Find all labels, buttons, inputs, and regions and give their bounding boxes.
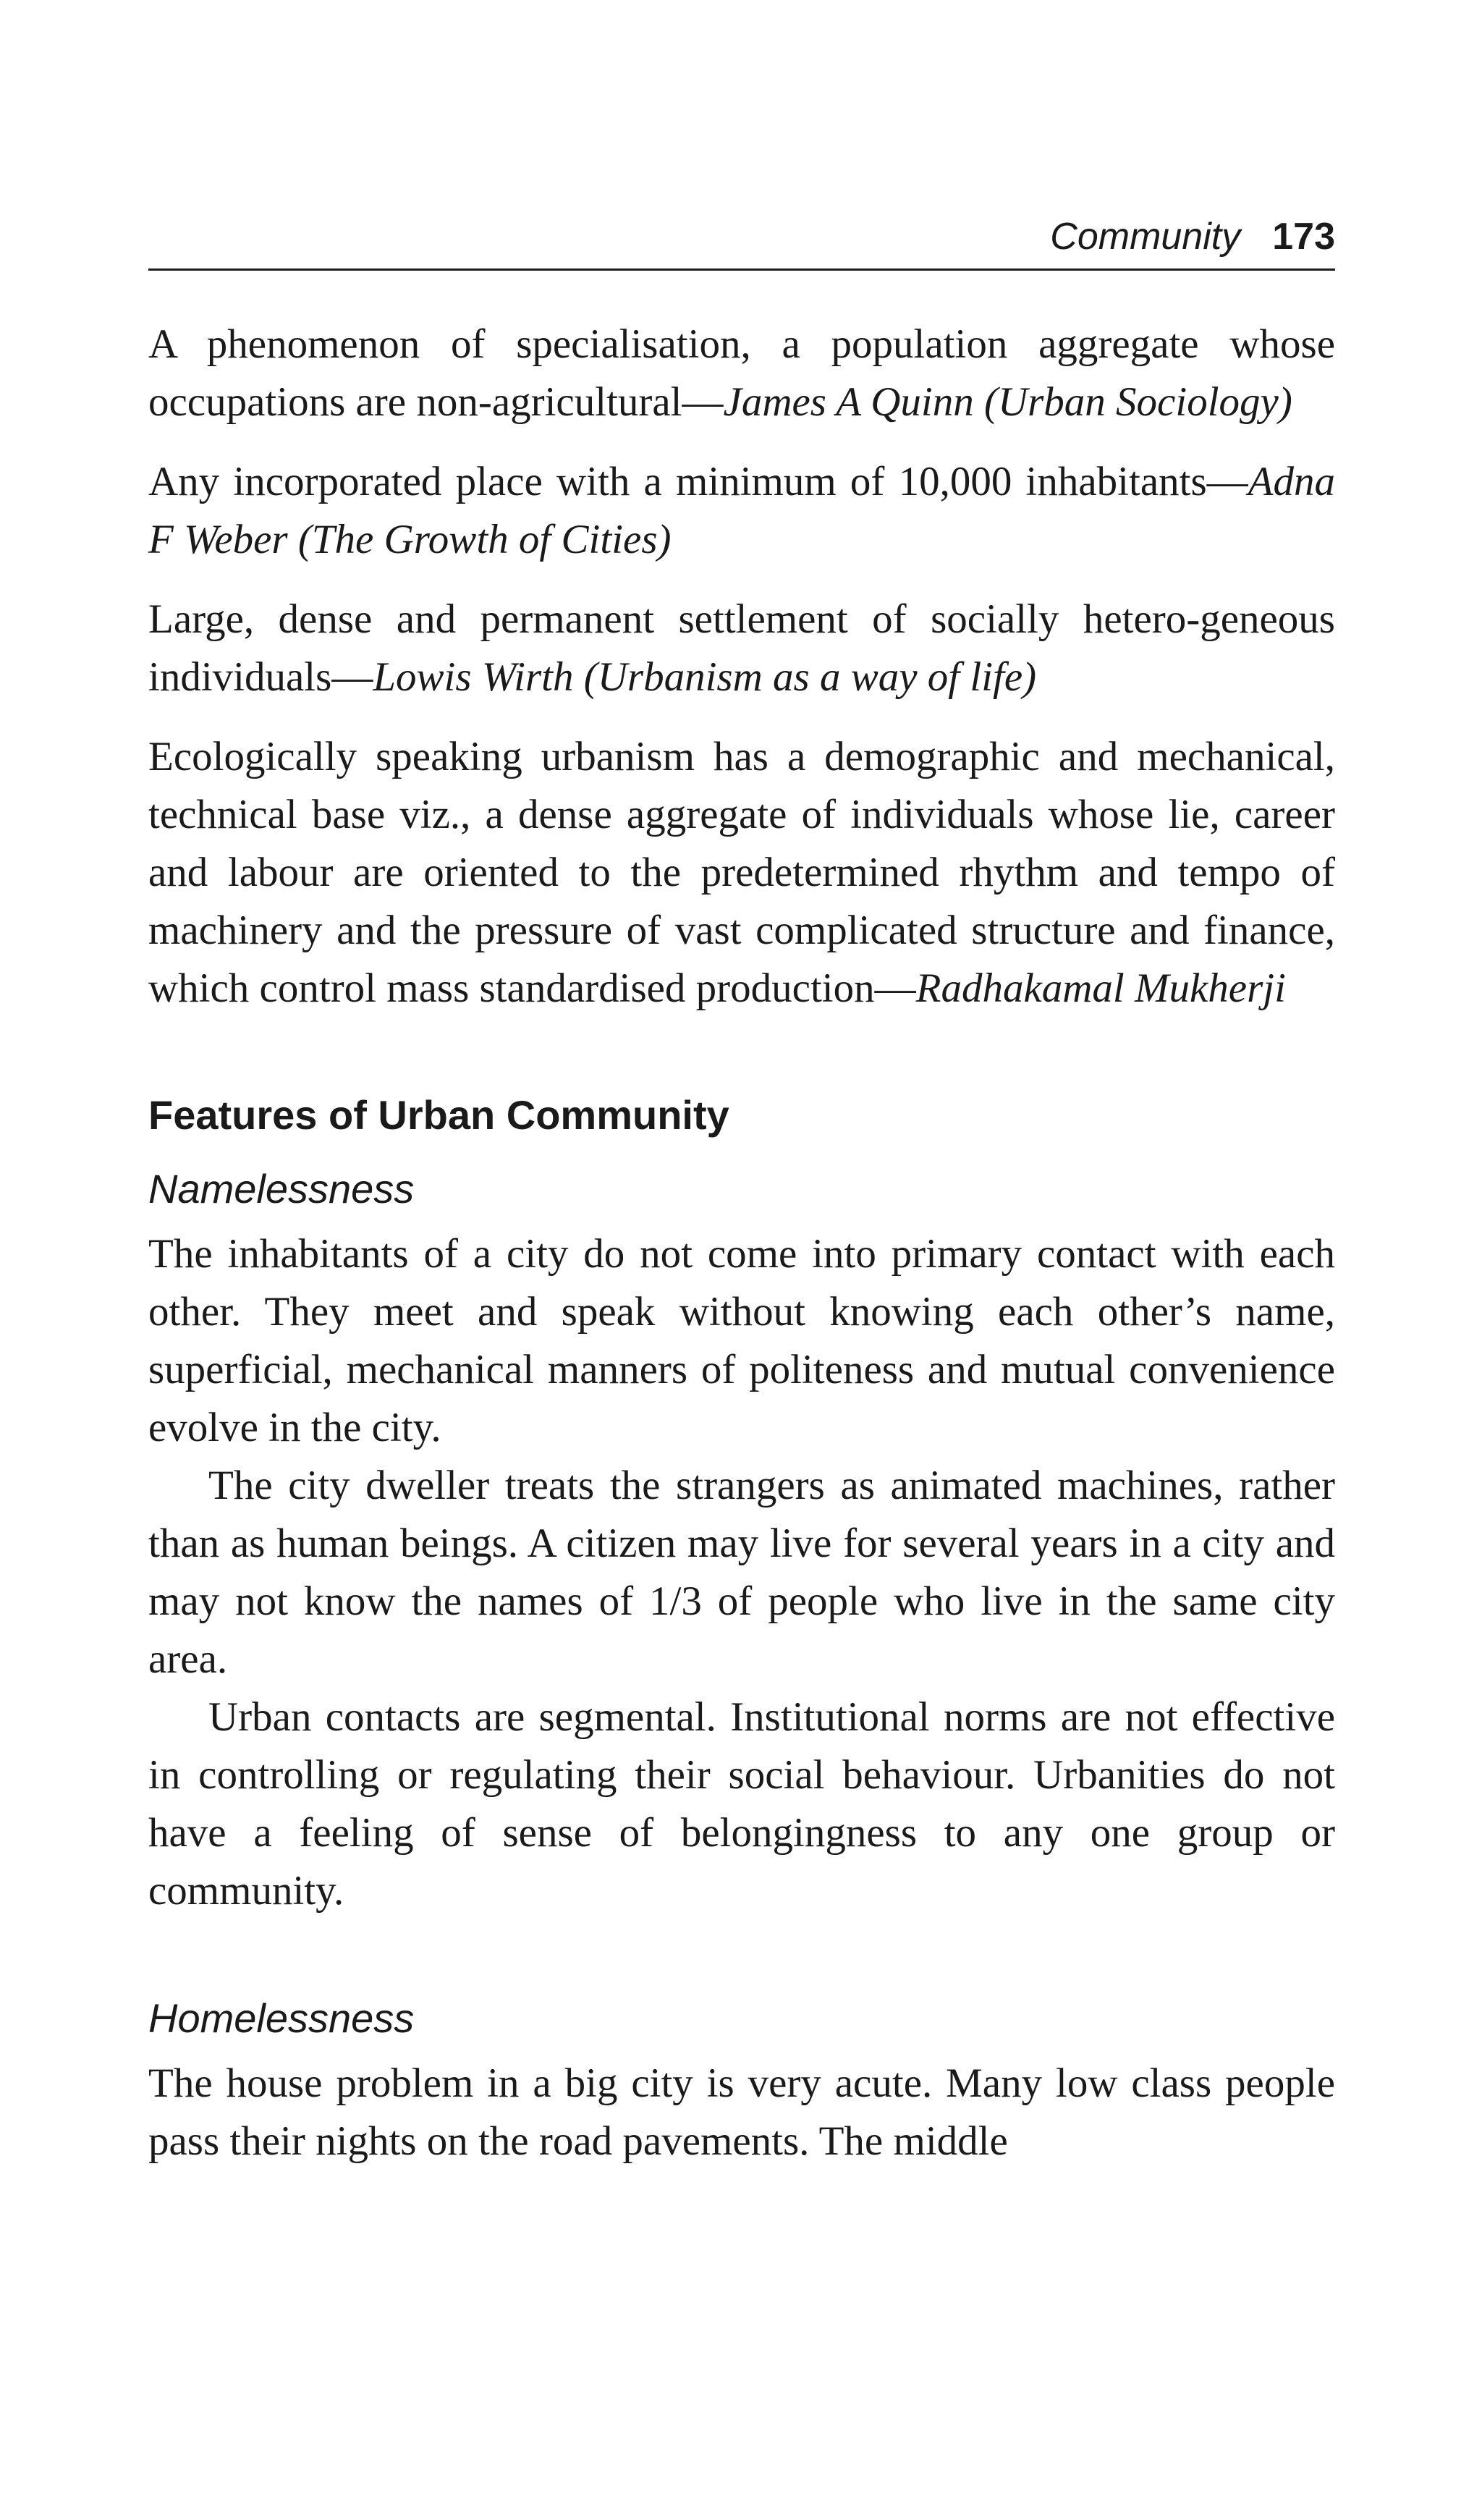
body-paragraph: Urban contacts are segmental. Institutional norms are not effective in controlling or regulating their social behaviour. Urbanities do not have a feeling of sense of belongingness to any one group or community. [148,1694,1335,1914]
definition-wirth [148,591,1335,706]
running-header [148,210,1335,271]
definition-attribution: Adna F Weber (The Growth of Cities) [148,459,1335,562]
body-paragraph: The house problem in a big city is very acute. Many low class people pass their nights on the road pavements. The middle [148,2060,1335,2164]
subheading-homelessness: Homelessness [148,1995,415,2041]
definition-text: A phenomenon of specialisation, a population aggregate whose occupations are non-agricultural— [148,321,1335,425]
section-heading: Features of Urban Community [148,1092,729,1138]
subheading-namelessness: Namelessness [148,1166,415,1212]
definition-attribution: Lowis Wirth (Urbanism as a way of life) [373,654,1037,700]
definition-text: Any incorporated place with a minimum of 10,000 inhabitants— [148,459,1248,504]
definition-quinn [148,316,1335,431]
definition-mukherji [148,728,1335,1018]
definition-text: Ecologically speaking urbanism has a demographic and mechanical, technical base viz., a dense aggregate of individuals whose lie, career and labour are oriented to the predetermined rhythm and tempo of machinery and the pressure of vast complicated structure and finance, which control mass standardised production— [148,734,1335,1011]
running-title: Community [1050,216,1241,258]
definition-attribution: James A Quinn (Urban Sociology) [723,379,1292,425]
body-paragraph: The inhabitants of a city do not come into primary contact with each other. They meet and speak without knowing each other’s name, superficial, mechanical manners of politeness and mutual convenience evolve in the city. [148,1231,1335,1450]
body-paragraph: The city dweller treats the strangers as animated machines, rather than as human beings. A citizen may live for several years in a city and may not know the names of 1/3 of people who live in the same city area. [148,1463,1335,1682]
page-content [148,316,1335,2170]
definition-text: Large, dense and permanent settlement of socially hetero-geneous individuals— [148,596,1335,700]
definition-attribution: Radhakamal Mukherji [915,965,1286,1011]
definition-weber [148,453,1335,569]
page-number: 173 [1272,216,1335,258]
